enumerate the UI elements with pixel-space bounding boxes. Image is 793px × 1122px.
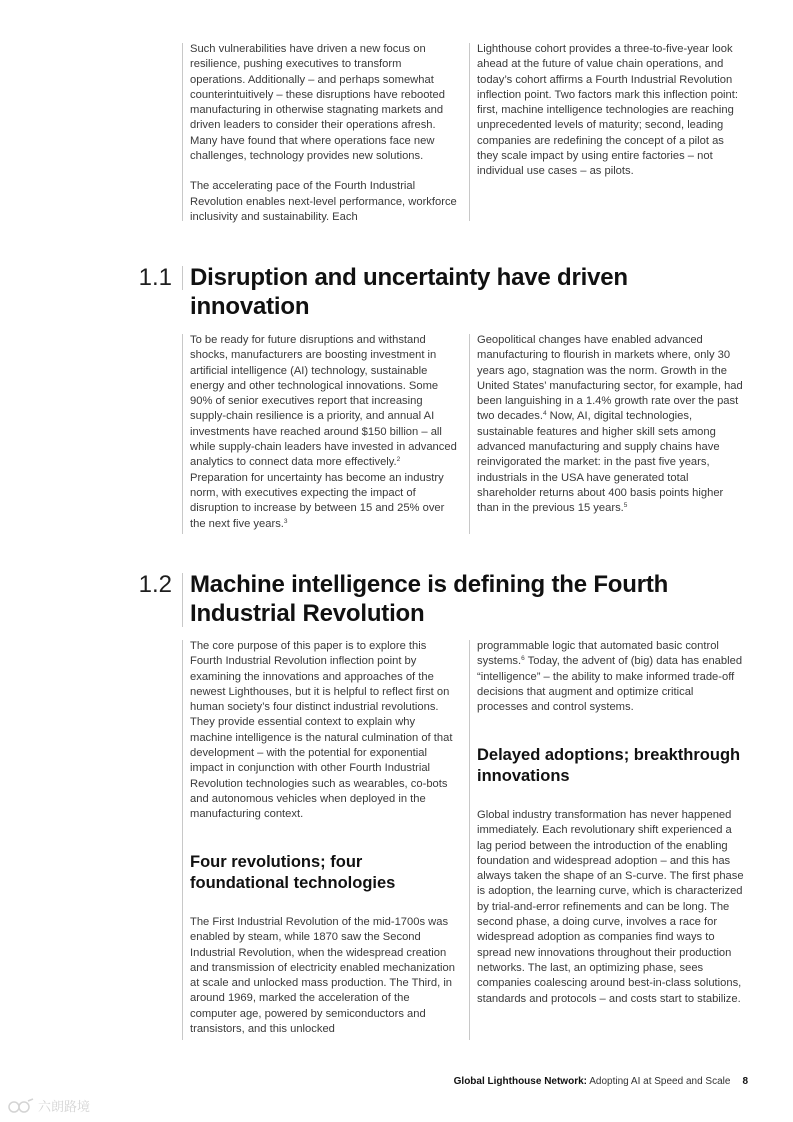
intro-left-paragraph-1: Such vulnerabilities have driven a new focus on resilience, pushing executives to transform operations. Additionally – and perhaps somewhat counterintuitively – these disruptions have rebooted manufacturing in otherwise stagnating markets and driven leaders to consider their operations afresh. Many have found that where operations face new challenges, technology provides new solutions.: [190, 43, 445, 163]
section-1-1-left-paragraph: To be ready for future disruptions and withstand shocks, manufacturers are boosting investment in artificial intelligence (AI) technology, sustainable energy and other technological innovations. Some 90% of senior executives report that increasing supply-chain resilience is a priority, and annual AI investments have reached around $150 billion – all while supply-chain leaders have invested in advanced analytics to connect data more effectively.$^2$ Preparation for uncertainty has become an industry norm, with executives expecting the impact of disruption to increase by between 15 and 25% over the next five years.$^3$: [190, 334, 457, 530]
section-1-1-right-column: [477, 333, 745, 532]
section-1-2-right-column-bottom: [477, 808, 745, 1022]
subheading-four-revolutions: Four revolutions; four foundational technologies: [190, 853, 396, 892]
section-1-2-left-column-bottom: [190, 915, 458, 1052]
section-1-1-left-column: [190, 333, 458, 547]
footnote-ref-2: 2: [396, 456, 401, 464]
section-1-2-right-column-top: [477, 639, 745, 730]
watermark-logo-icon: [8, 1098, 34, 1114]
section-1-2-right-rule: [469, 640, 470, 1040]
section-number-1-2: 1.2: [138, 571, 172, 598]
section-1-1-heading-rule: [182, 266, 183, 290]
section-title-1-2: Machine intelligence is defining the Fourth Industrial Revolution: [190, 571, 669, 627]
page-number: 8: [742, 1076, 748, 1087]
intro-right-paragraph-1: Lighthouse cohort provides a three-to-five-year look ahead at the future of value chain operations, and today’s cohort affirms a Fourth Industrial Revolution inflection point. Two factors mark this inflection point: first, machine intelligence technologies are reaching unprecedented levels of maturity; second, leading companies are redefining the concept of a pilot as they scale impact by using entire factories – not individual use cases – as pilots.: [477, 43, 738, 178]
footer-publication: Global Lighthouse Network:: [453, 1076, 587, 1087]
section-1-2-right-paragraph-2: Global industry transformation has never happened immediately. Each revolutionary shift experienced a lag period between the introduction of the enabling foundation and widespread adoption – and this has always taken the shape of an S-curve. The first phase is adoption, the learning curve, which is characterized by trial-and-error refinements and can be long. The second phase, a doing curve, involves a race for widespread adoption as companies find ways to spread new innovations throughout their production networks. The last, an optimizing phase, sees companies coalescing around best-in-class solutions, standards and protocols – and costs start to stabilize.: [477, 809, 744, 1005]
intro-column-rule: [182, 43, 183, 221]
section-1-2-right-paragraph-1: programmable logic that automated basic control systems.$^6$ Today, the advent of (big) data has enabled “intelligence” – the ability to make informed trade-off decisions that augment and optimize critical processes and control systems.: [477, 640, 743, 714]
intro-left-column: [190, 42, 458, 240]
footer-subtitle: Adopting AI at Speed and Scale: [586, 1076, 731, 1087]
subheading-delayed-adoptions: Delayed adoptions; breakthrough innovations: [477, 746, 741, 785]
intro-right-column: [477, 42, 745, 195]
section-title-1-1: Disruption and uncertainty have driven innovation: [190, 264, 628, 320]
footnote-ref-4: 4: [542, 410, 547, 418]
section-1-2-left-rule: [182, 640, 183, 1040]
footnote-ref-3: 3: [283, 517, 288, 525]
intro-right-column-rule: [469, 43, 470, 221]
watermark: [8, 1096, 90, 1115]
intro-left-paragraph-2: The accelerating pace of the Fourth Industrial Revolution enables next-level performance, workforce inclusivity and sustainability. Each: [190, 180, 457, 223]
section-1-1-left-rule: [182, 334, 183, 534]
section-1-1-right-paragraph: Geopolitical changes have enabled advanced manufacturing to flourish in markets where, only 30 years ago, stagnation was the norm. Growth in the United States’ manufacturing sector, for example, had been languishing in a 1.4% growth rate over the past two decades.$^4$ Now, AI, digital technologies, sustainable features and higher skill sets among advanced manufacturing and supply chains have reinvigorated the market: in the past five years, industrials in the USA have generated total shareholder returns about 400 basis points higher than in the previous 15 years.$^5$: [477, 334, 743, 515]
section-number-1-1: 1.1: [138, 264, 172, 291]
section-1-2-left-paragraph-2: The First Industrial Revolution of the mid-1700s was enabled by steam, while 1870 saw the Second Industrial Revolution, when the widespread creation and transmission of electricity enabled mechanization at scale and unlocked mass production. The Third, in around 1969, marked the acceleration of the computer age, powered by semiconductors and transistors, and this unlocked: [190, 916, 455, 1036]
footnote-ref-5: 5: [623, 502, 628, 510]
section-1-1-right-rule: [469, 334, 470, 534]
section-1-2-heading-rule: [182, 573, 183, 627]
section-1-2-left-column-top: [190, 639, 458, 838]
section-1-2-left-paragraph-1: The core purpose of this paper is to explore this Fourth Industrial Revolution inflection point by examining the innovations and approaches of the newest Lighthouses, but it is helpful to reflect first on human society’s four distinct industrial revolutions. They provide essential context to explain why machine intelligence is the natural culmination of that development – with the potential for exponential impact in conjunction with other Fourth Industrial Revolution technologies such as wearables, co-bots and autonomous vehicles when deployed in the manufacturing context.: [190, 640, 453, 821]
page-footer: [454, 1076, 748, 1087]
watermark-text: 六朗路境: [38, 1099, 91, 1114]
footnote-ref-6: 6: [521, 655, 525, 663]
